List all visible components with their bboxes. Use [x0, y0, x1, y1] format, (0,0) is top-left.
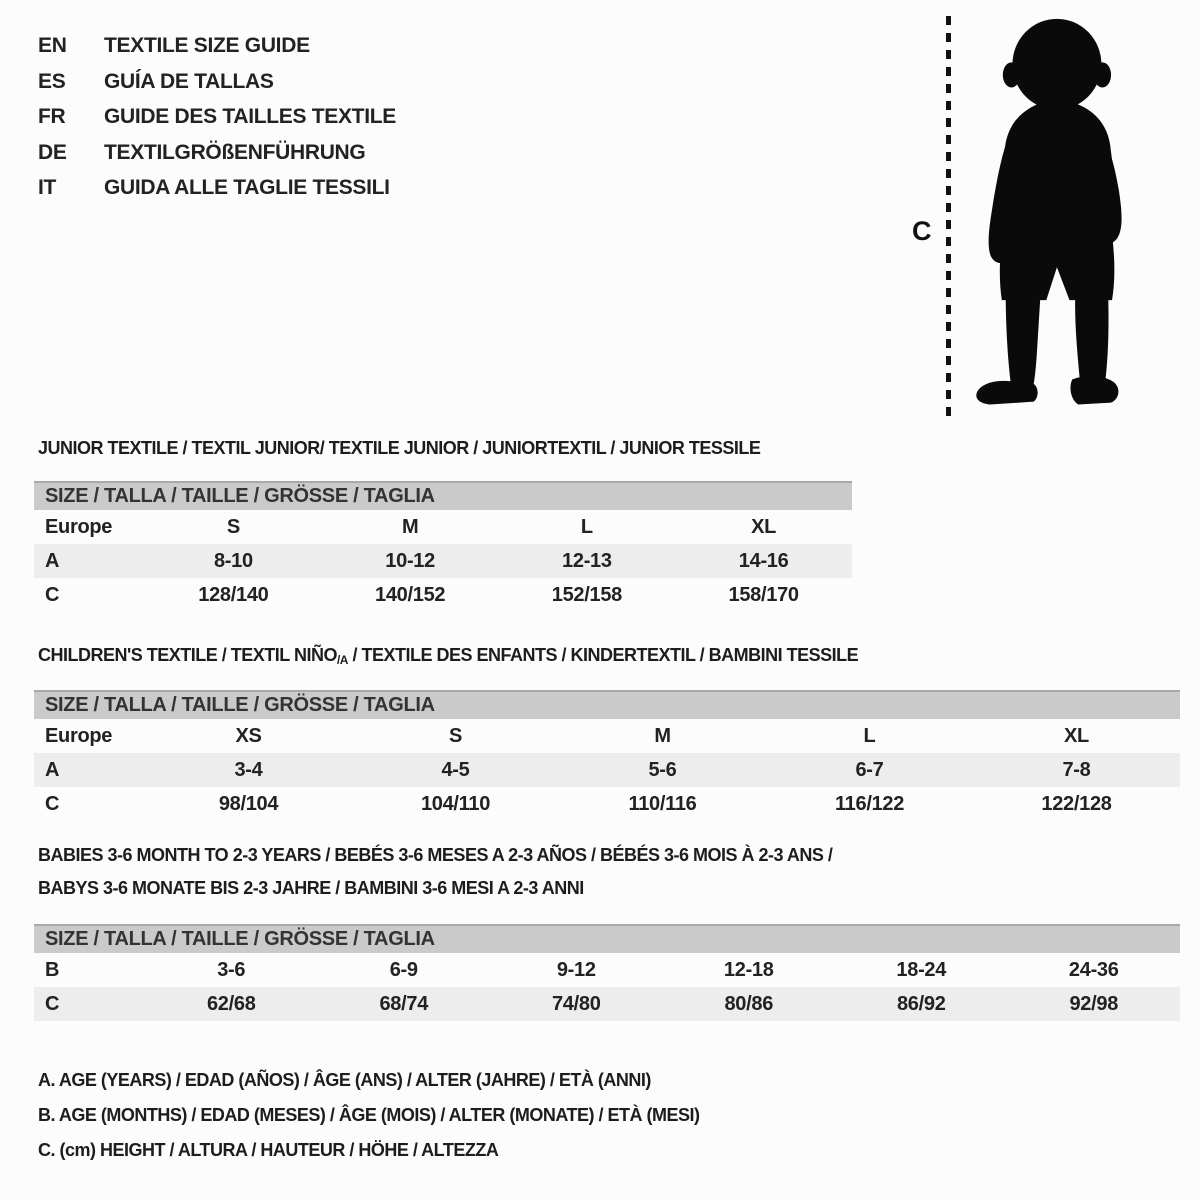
cell: 9-12: [556, 959, 596, 981]
legend-age-years: A. AGE (YEARS) / EDAD (AÑOS) / ÂGE (ANS) / ALTER (JAHRE) / ETÀ (ANNI): [38, 1070, 651, 1090]
cell: XS: [235, 725, 262, 747]
row-label: C: [45, 584, 60, 606]
table-row-children-height: [34, 787, 1180, 821]
cell: 24-36: [1068, 959, 1119, 981]
height-measure-label: C: [912, 216, 932, 246]
guide-title-fr: GUIDE DES TAILLES TEXTILE: [104, 105, 396, 128]
language-row-fr: [38, 99, 396, 135]
cell: 3-6: [217, 959, 246, 981]
cell: 18-24: [896, 959, 947, 981]
section-title-babies-line1: BABIES 3-6 MONTH TO 2-3 YEARS / BEBÉS 3-6 MESES A 2-3 AÑOS / BÉBÉS 3-6 MOIS À 2-3 ANS /: [38, 845, 833, 865]
table-row-junior-europe: [34, 510, 852, 544]
cell: 104/110: [420, 793, 491, 815]
junior-size-table: [34, 481, 852, 612]
cell: 14-16: [738, 550, 789, 572]
cell: 158/170: [728, 584, 799, 606]
cell: L: [863, 725, 876, 747]
language-code-fr: FR: [38, 105, 66, 128]
height-dashed-line-icon: [944, 16, 953, 416]
cell: 86/92: [896, 993, 946, 1015]
row-label: C: [45, 993, 60, 1015]
row-label: A: [45, 550, 60, 572]
cell: 74/80: [551, 993, 601, 1015]
cell: 140/152: [375, 584, 446, 606]
cell: 6-7: [855, 759, 884, 781]
table-row-babies-months: [34, 953, 1180, 987]
cell: 10-12: [385, 550, 435, 572]
section-title-children-suffix: / TEXTILE DES ENFANTS / KINDERTEXTIL / BAMBINI TESSILE: [347, 645, 859, 665]
cell: 12-18: [723, 959, 774, 981]
language-row-de: [38, 135, 396, 171]
cell: 116/122: [834, 793, 905, 815]
cell: 3-4: [234, 759, 263, 781]
size-header-band-junior: SIZE / TALLA / TAILLE / GRÖSSE / TAGLIA: [34, 481, 852, 510]
cell: 12-13: [562, 550, 612, 572]
cell: 122/128: [1041, 793, 1112, 815]
table-row-junior-height: [34, 578, 852, 612]
legend-age-months: B. AGE (MONTHS) / EDAD (MESES) / ÂGE (MOIS) / ALTER (MONATE) / ETÀ (MESI): [38, 1105, 700, 1125]
cell: M: [401, 516, 419, 538]
cell: 4-5: [441, 759, 470, 781]
section-title-junior: JUNIOR TEXTILE / TEXTIL JUNIOR/ TEXTILE JUNIOR / JUNIORTEXTIL / JUNIOR TESSILE: [38, 438, 761, 458]
row-label: Europe: [45, 725, 113, 747]
table-row-junior-age: [34, 544, 852, 578]
row-label: B: [45, 959, 60, 981]
language-code-it: IT: [38, 176, 57, 199]
cell: S: [448, 725, 463, 747]
cell: S: [226, 516, 240, 538]
section-title-children: [38, 645, 858, 666]
size-header-band-babies: SIZE / TALLA / TAILLE / GRÖSSE / TAGLIA: [34, 924, 1180, 953]
language-code-es: ES: [38, 69, 66, 93]
cell: 80/86: [724, 993, 774, 1015]
cell: XL: [751, 516, 777, 538]
babies-size-table: [34, 924, 1180, 1021]
children-size-table: [34, 690, 1180, 821]
language-title-list: [38, 28, 396, 206]
guide-title-it: GUIDA ALLE TAGLIE TESSILI: [104, 176, 390, 199]
guide-title-es: GUÍA DE TALLAS: [104, 69, 274, 93]
toddler-silhouette-icon: [962, 14, 1148, 420]
language-code-de: DE: [38, 140, 67, 164]
language-code-en: EN: [38, 34, 67, 57]
cell: L: [580, 516, 593, 538]
row-label: Europe: [45, 516, 113, 538]
cell: 128/140: [198, 584, 269, 606]
cell: 92/98: [1069, 993, 1119, 1015]
table-row-children-age: [34, 753, 1180, 787]
cell: 6-9: [389, 959, 418, 981]
cell: 68/74: [379, 993, 429, 1015]
cell: 7-8: [1062, 759, 1091, 781]
cell: 5-6: [648, 759, 677, 781]
row-label: C: [45, 793, 60, 815]
cell: XL: [1064, 725, 1089, 747]
language-row-es: [38, 64, 396, 100]
cell: 98/104: [218, 793, 279, 815]
legend-height-cm: C. (cm) HEIGHT / ALTURA / HAUTEUR / HÖHE / ALTEZZA: [38, 1140, 499, 1160]
section-title-children-prefix: CHILDREN'S TEXTILE / TEXTIL NIÑO: [38, 645, 337, 665]
language-row-it: [38, 170, 396, 206]
table-row-children-europe: [34, 719, 1180, 753]
cell: 8-10: [213, 550, 253, 572]
cell: 110/116: [628, 793, 697, 815]
cell: 62/68: [206, 993, 256, 1015]
section-title-children-sub: /A: [336, 653, 348, 667]
guide-title-de: TEXTILGRÖßENFÜHRUNG: [104, 140, 366, 164]
guide-title-en: TEXTILE SIZE GUIDE: [104, 34, 310, 57]
row-label: A: [45, 759, 60, 781]
cell: 152/158: [551, 584, 622, 606]
cell: M: [654, 725, 671, 747]
language-row-en: [38, 28, 396, 64]
section-title-babies-line2: BABYS 3-6 MONATE BIS 2-3 JAHRE / BAMBINI 3-6 MESI A 2-3 ANNI: [38, 878, 584, 898]
size-header-band-children: SIZE / TALLA / TAILLE / GRÖSSE / TAGLIA: [34, 690, 1180, 719]
table-row-babies-height: [34, 987, 1180, 1021]
